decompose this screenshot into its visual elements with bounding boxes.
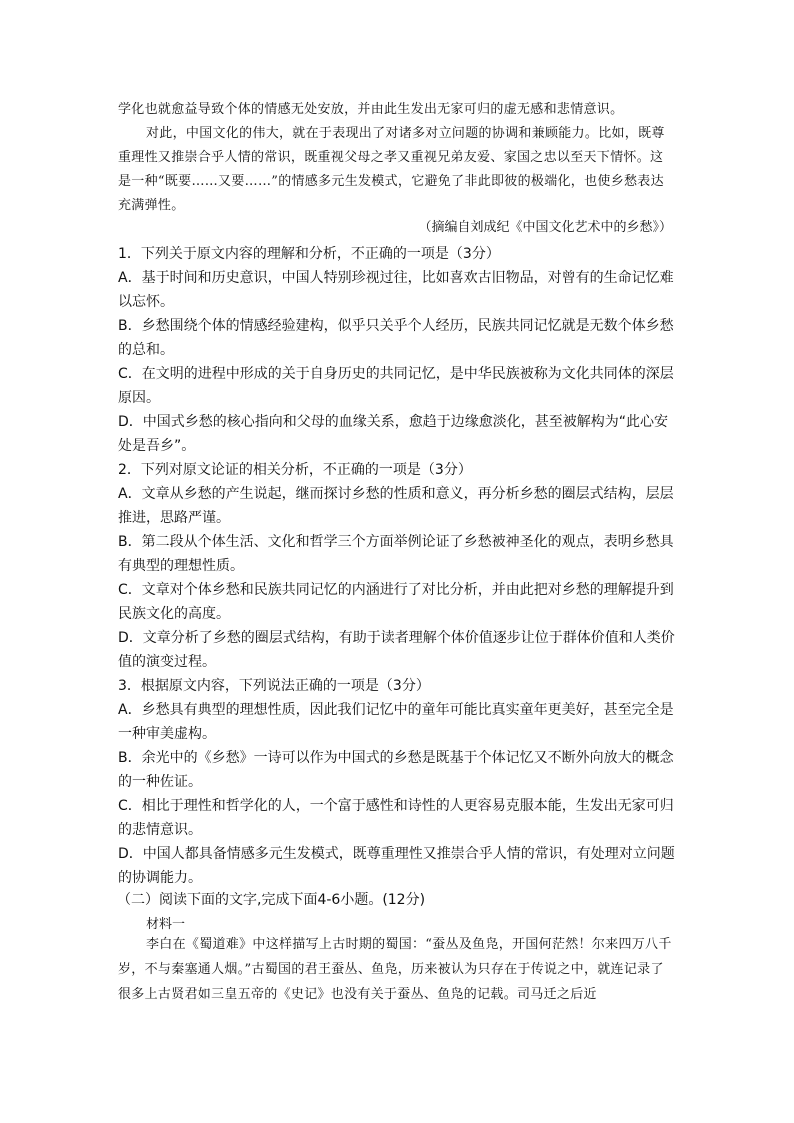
question-2-option-b: B．第二段从个体生活、文化和哲学三个方面举例论证了乡愁被神圣化的观点，表明乡愁具有典型的理想性质。 <box>118 534 674 574</box>
question-3-option-b: B．余光中的《乡愁》一诗可以作为中国式的乡愁是既基于个体记忆又不断外向放大的概念的一种佐证。 <box>118 750 674 790</box>
material-label: 材料一 <box>146 917 186 932</box>
section-2-title: （二）阅读下面的文字,完成下面4-6小题。(12分) <box>117 892 426 908</box>
question-3-stem: 3．根据原文内容，下列说法正确的一项是（3分） <box>118 678 430 694</box>
question-1-option-c: C．在文明的进程中形成的关于自身历史的共同记忆，是中华民族被称为文化共同体的深层原因。 <box>118 366 674 406</box>
question-list <box>118 242 676 890</box>
question-1-option-d: D．中国式乡愁的核心指向和父母的血缘关系，愈趋于边缘愈淡化，甚至被解构为“此心安处是吾乡”。 <box>118 414 669 454</box>
question-1-stem: 1．下列关于原文内容的理解和分析，不正确的一项是（3分） <box>118 246 500 262</box>
passage-line-1: 学化也就愈益导致个体的情感无处安放，并由此生发出无家可归的虚无感和悲情意识。 <box>118 102 624 117</box>
passage-paragraph-2: 对此，中国文化的伟大，就在于表现出了对诸多对立问题的协调和兼顾能力。比如，既尊重理性又推崇合乎人情的常识，既重视父母之孝又重视兄弟友爱、家国之忠以至天下情怀。这是一种“既要……又要……”的情感多元生发模式，它避免了非此即彼的极端化，也使乡愁表达充满弹性。 <box>118 126 665 213</box>
question-2-stem: 2．下列对原文论证的相关分析，不正确的一项是（3分） <box>118 462 472 478</box>
question-2-option-a: A．文章从乡愁的产生说起，继而探讨乡愁的性质和意义，再分析乡愁的圈层式结构，层层推进，思路严谨。 <box>118 486 674 526</box>
material-paragraph: 李白在《蜀道难》中这样描写上古时期的蜀国：“蚕丛及鱼凫，开国何茫然！尔来四万八千岁，不与秦塞通人烟。”古蜀国的君王蚕丛、鱼凫，历来被认为只存在于传说之中，就连记录了很多上古贤君如三皇五帝的《史记》也没有关于蚕丛、鱼凫的记载。司马迁之后近 <box>118 937 672 1002</box>
question-2-option-c: C．文章对个体乡愁和民族共同记忆的内涵进行了对比分析，并由此把对乡愁的理解提升到民族文化的高度。 <box>118 582 674 622</box>
question-3-option-c: C．相比于理性和哲学化的人，一个富于感性和诗性的人更容易克服本能，生发出无家可归的悲情意识。 <box>118 798 674 838</box>
passage-text <box>118 98 674 218</box>
question-1-option-a: A．基于时间和历史意识，中国人特别珍视过往，比如喜欢古旧物品，对曾有的生命记忆难以忘怀。 <box>118 270 674 310</box>
question-3-option-a: A．乡愁具有典型的理想性质，因此我们记忆中的童年可能比真实童年更美好，甚至完全是一种审美虚构。 <box>118 702 674 742</box>
source-citation: （摘编自刘成纪《中国文化艺术中的乡愁》） <box>418 220 672 235</box>
material-text <box>118 932 674 1007</box>
question-1-option-b: B．乡愁围绕个体的情感经验建构，似乎只关乎个人经历，民族共同记忆就是无数个体乡愁的总和。 <box>118 318 674 358</box>
question-3-option-d: D．中国人都具备情感多元生发模式，既尊重理性又推崇合乎人情的常识，有处理对立问题的协调能力。 <box>118 846 675 886</box>
question-2-option-d: D．文章分析了乡愁的圈层式结构，有助于读者理解个体价值逐步让位于群体价值和人类价值的演变过程。 <box>118 630 675 670</box>
